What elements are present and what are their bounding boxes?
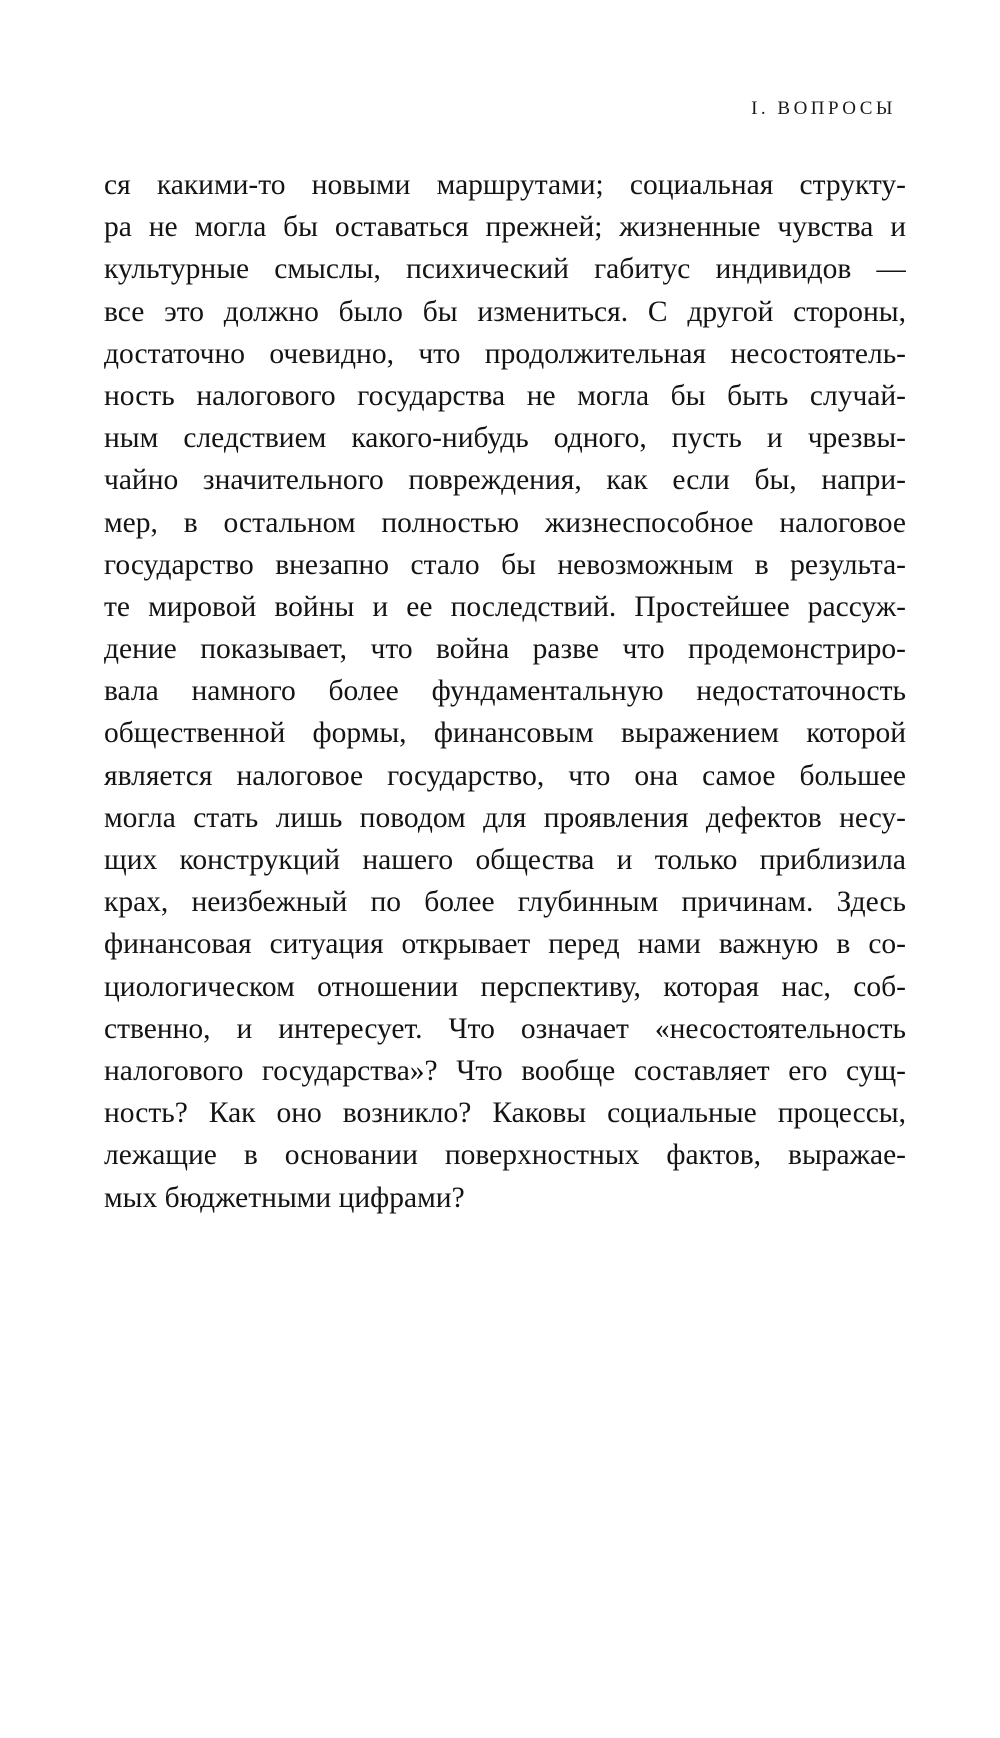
text-line: ственно, и интересует. Что означает «несостоятельность	[104, 1012, 906, 1045]
text-line: ра не могла бы оставаться прежней; жизненные чувства и	[104, 211, 906, 244]
text-line: могла стать лишь поводом для проявления дефектов несу-	[104, 801, 906, 834]
running-head: I. ВОПРОСЫ	[751, 98, 896, 119]
text-line: финансовая ситуация открывает перед нами важную в со-	[104, 928, 906, 961]
text-line: крах, неизбежный по более глубинным причинам. Здесь	[104, 886, 906, 919]
text-line: ность? Как оно возникло? Каковы социальные процессы,	[104, 1097, 906, 1130]
text-line: налогового государства»? Что вообще составляет его сущ-	[104, 1054, 906, 1087]
text-line: чайно значительного повреждения, как если бы, напри-	[104, 464, 906, 497]
text-line: щих конструкций нашего общества и только приблизила	[104, 844, 906, 876]
text-line: является налоговое государство, что она самое большее	[104, 759, 906, 792]
text-line: ным следствием какого-нибудь одного, пусть и чрезвы-	[104, 422, 906, 455]
text-line: лежащие в основании поверхностных фактов, выражае-	[104, 1139, 906, 1172]
text-line: достаточно очевидно, что продолжительная несостоятель-	[104, 337, 906, 370]
text-line: ся какими-то новыми маршрутами; социальная структу-	[104, 169, 906, 201]
text-line: вала намного более фундаментальную недостаточность	[104, 675, 906, 708]
text-line: циологическом отношении перспективу, которая нас, соб-	[104, 970, 906, 1003]
text-line: дение показывает, что война разве что продемонстриро-	[104, 633, 906, 666]
text-line: те мировой войны и ее последствий. Простейшее рассуж-	[104, 590, 906, 623]
text-line: государство внезапно стало бы невозможным в результа-	[104, 548, 906, 581]
text-line: общественной формы, финансовым выражением которой	[104, 717, 906, 750]
text-line: все это должно было бы измениться. С другой стороны,	[104, 295, 906, 328]
text-line-last: мых бюджетными цифрами?	[104, 1181, 465, 1214]
text-line: ность налогового государства не могла бы быть случай-	[104, 379, 906, 412]
text-line: культурные смыслы, психический габитус индивидов —	[104, 253, 906, 286]
body-paragraph	[104, 164, 906, 1219]
text-line: мер, в остальном полностью жизнеспособное налоговое	[104, 506, 906, 539]
